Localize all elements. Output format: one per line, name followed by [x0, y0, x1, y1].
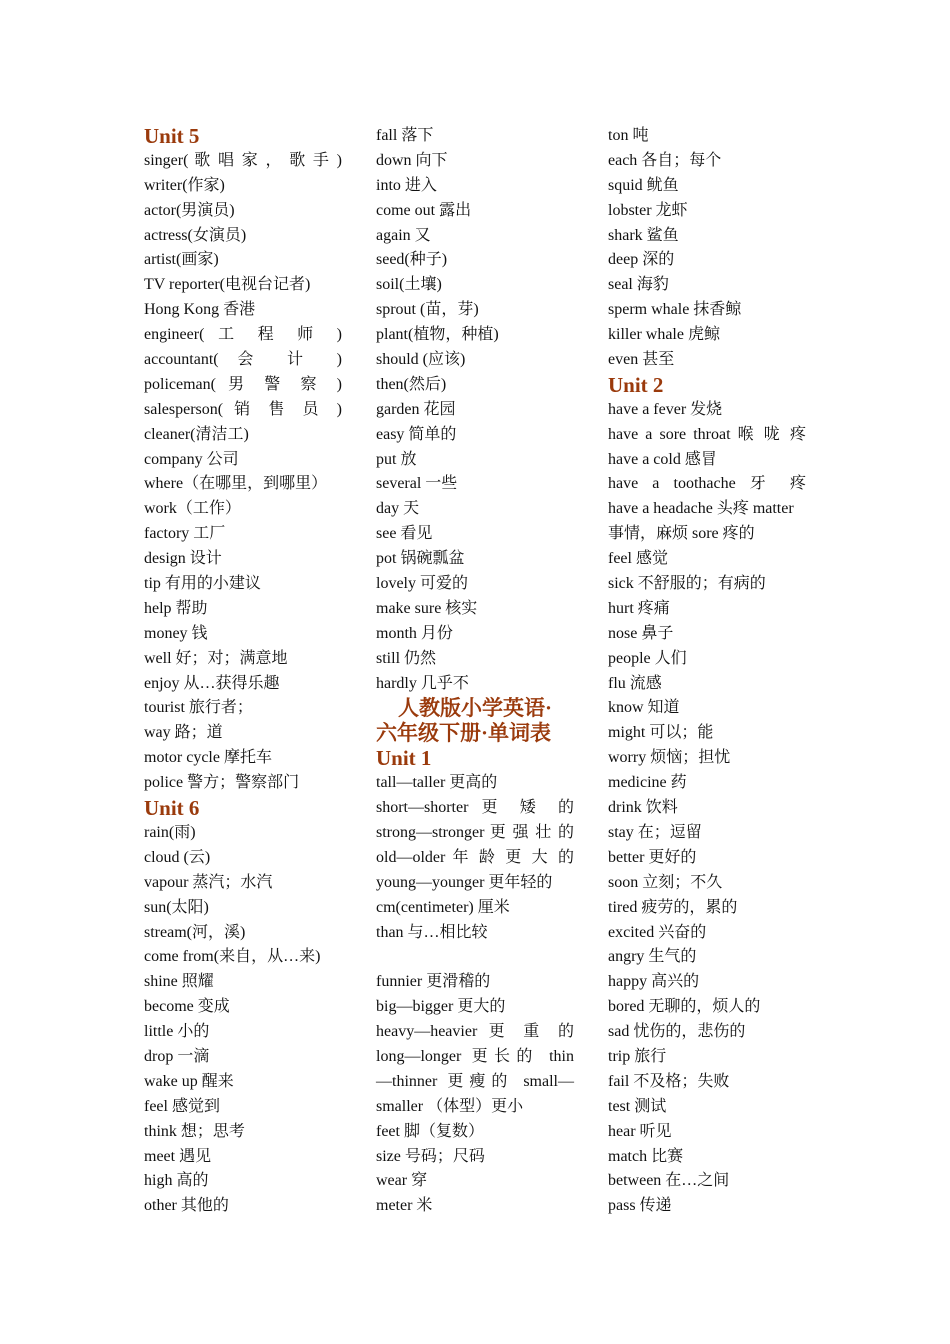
vocab-entry: little 小的: [144, 1023, 210, 1041]
vocab-entry: rain(雨): [144, 823, 196, 841]
vocab-entry: come out 露出: [376, 201, 472, 219]
vocab-entry: pass 传递: [608, 1197, 672, 1215]
vocab-entry: hurt 疼痛: [608, 599, 670, 617]
vocab-entry: bored 无聊的，烦人的: [608, 998, 761, 1016]
vocab-entry: soil(土壤): [376, 276, 442, 294]
vocab-entry: fail 不及格；失败: [608, 1072, 730, 1090]
vocab-entry: meter 米: [376, 1197, 433, 1215]
vocab-entry: smaller （体型）更小: [376, 1097, 524, 1115]
section-heading: Unit 2: [608, 372, 664, 397]
vocab-entry: pot 锅碗瓢盆: [376, 550, 465, 568]
vocab-entry: garden 花园: [376, 400, 456, 418]
vocab-entry: money 钱: [144, 624, 208, 642]
vocab-entry: way 路；道: [144, 724, 223, 742]
vocab-entry: into 进入: [376, 176, 437, 194]
vocab-entry: cloud (云): [144, 848, 211, 866]
vocab-entry: people 人们: [608, 649, 687, 667]
vocab-entry: sad 忧伤的，悲伤的: [608, 1023, 746, 1041]
vocab-entry: heavy—heavier 更 重 的: [376, 1023, 574, 1041]
vocab-entry: put 放: [376, 450, 417, 468]
vocab-entry: match 比赛: [608, 1147, 684, 1165]
vocab-entry: design 设计: [144, 550, 222, 568]
vocab-entry: think 想；思考: [144, 1122, 245, 1140]
vocab-entry: drop 一滴: [144, 1047, 210, 1065]
vocab-entry: feel 感觉: [608, 550, 668, 568]
vocab-entry: police 警方；警察部门: [144, 774, 300, 792]
vocab-entry: angry 生气的: [608, 948, 697, 966]
vocab-entry: ton 吨: [608, 127, 649, 144]
vocab-entry: tourist 旅行者；: [144, 699, 253, 717]
vocab-entry: become 变成: [144, 998, 230, 1016]
vocab-entry: help 帮助: [144, 599, 208, 617]
vocab-entry: well 好；对；满意地: [144, 649, 288, 667]
vocab-entry: meet 遇见: [144, 1147, 212, 1165]
vocab-entry: salesperson( 销 售 员 ): [144, 400, 342, 418]
vocab-entry: other 其他的: [144, 1197, 229, 1215]
vocab-entry: better 更好的: [608, 848, 697, 866]
vocab-entry: feel 感觉到: [144, 1097, 220, 1115]
vocab-entry: old—older 年 龄 更 大 的: [376, 848, 574, 866]
section-heading: Unit 5: [144, 124, 200, 148]
vocab-entry: wear 穿: [376, 1172, 428, 1190]
vocab-entry: test 测试: [608, 1097, 667, 1115]
vocab-entry: nose 鼻子: [608, 624, 674, 642]
vocab-entry: have a cold 感冒: [608, 450, 717, 468]
vocab-entry: make sure 核实: [376, 599, 478, 617]
vocab-entry: enjoy 从…获得乐趣: [144, 674, 280, 692]
vocab-entry: cm(centimeter) 厘米: [376, 898, 510, 916]
vocab-entry: big—bigger 更大的: [376, 998, 506, 1016]
vocab-entry: Hong Kong 香港: [144, 301, 256, 319]
vocab-entry: company 公司: [144, 450, 239, 468]
vocab-entry: see 看见: [376, 525, 433, 543]
vocab-entry: wake up 醒来: [144, 1072, 234, 1090]
vocab-entry: TV reporter(电视台记者): [144, 276, 311, 294]
vocab-entry: work（工作）: [144, 500, 241, 518]
vocab-entry: accountant( 会 计 ): [144, 351, 342, 369]
vocab-entry: trip 旅行: [608, 1047, 667, 1065]
vocab-entry: still 仍然: [376, 649, 437, 667]
vocab-entry: might 可以；能: [608, 724, 714, 742]
vocab-entry: then(然后): [376, 375, 447, 393]
vocab-entry: killer whale 虎鲸: [608, 326, 720, 344]
vocab-column-1: [144, 124, 344, 1219]
vocab-entry: 事情，麻烦 sore 疼的: [608, 525, 755, 543]
vocab-entry: day 天: [376, 500, 420, 518]
vocab-entry: drink 饮料: [608, 799, 678, 817]
vocab-entry: actor(男演员): [144, 201, 235, 219]
vocab-entry: young—younger 更年轻的: [376, 873, 553, 891]
vocab-entry: lovely 可爱的: [376, 575, 468, 593]
vocab-entry: engineer( 工 程 师 ): [144, 326, 342, 344]
vocab-entry: know 知道: [608, 699, 680, 717]
vocab-entry: artist(画家): [144, 251, 219, 269]
vocab-entry: tired 疲劳的，累的: [608, 898, 738, 916]
vocab-entry: writer(作家): [144, 176, 225, 194]
vocab-entry: easy 简单的: [376, 425, 457, 443]
vocab-entry: factory 工厂: [144, 525, 226, 543]
vocab-column-2: [376, 124, 576, 1219]
vocab-entry: vapour 蒸汽；水汽: [144, 873, 273, 891]
vocab-entry: sick 不舒服的；有病的: [608, 575, 766, 593]
vocab-entry: shark 鲨鱼: [608, 226, 679, 244]
vocab-entry: policeman( 男 警 察 ): [144, 375, 342, 393]
vocab-entry: actress(女演员): [144, 226, 247, 244]
vocab-entry: flu 流感: [608, 674, 662, 692]
vocab-entry: tall—taller 更高的: [376, 774, 498, 792]
vocab-entry: worry 烦恼；担忧: [608, 749, 731, 767]
vocab-entry: between 在…之间: [608, 1172, 730, 1190]
vocab-entry: strong—stronger 更 强 壮 的: [376, 823, 574, 841]
vocab-entry: come from(来自，从…来): [144, 948, 321, 966]
vocab-entry: medicine 药: [608, 774, 687, 792]
vocab-entry: short—shorter 更 矮 的: [376, 799, 574, 817]
vocab-entry: have a headache 头疼 matter: [608, 500, 794, 518]
vocab-entry: seed(种子): [376, 251, 448, 269]
vocab-entry: long—longer 更长的 thin: [376, 1047, 574, 1065]
vocab-entry: lobster 龙虾: [608, 201, 688, 219]
vocab-entry: singer( 歌 唱 家 ， 歌 手 ): [144, 151, 342, 169]
vocab-entry: hardly 几乎不: [376, 674, 469, 692]
vocab-entry: even 甚至: [608, 351, 675, 369]
vocab-entry: deep 深的: [608, 251, 675, 269]
vocab-entry: sprout (苗，芽): [376, 301, 479, 319]
vocab-entry: have a sore throat 喉 咙 疼: [608, 425, 806, 443]
vocab-entry: down 向下: [376, 151, 448, 169]
vocab-entry: high 高的: [144, 1172, 209, 1190]
vocab-entry: than 与…相比较: [376, 923, 488, 941]
vocab-entry: have a toothache 牙 疼: [608, 475, 806, 493]
vocab-entry: seal 海豹: [608, 276, 669, 294]
vocab-entry: several 一些: [376, 475, 458, 493]
vocab-entry: happy 高兴的: [608, 973, 700, 991]
vocab-entry: sun(太阳): [144, 898, 209, 916]
vocab-entry: —thinner 更瘦的 small—: [376, 1072, 574, 1090]
section-heading: 六年级下册·单词表: [376, 721, 552, 746]
vocab-entry: plant(植物，种植): [376, 326, 499, 344]
section-heading: Unit 6: [144, 796, 200, 821]
vocab-entry: should (应该): [376, 351, 466, 369]
vocab-entry: funnier 更滑稽的: [376, 973, 491, 991]
vocab-entry: sperm whale 抹香鲸: [608, 301, 742, 319]
vocab-entry: soon 立刻；不久: [608, 873, 723, 891]
vocab-entry: month 月份: [376, 624, 453, 642]
vocab-entry: stream(河，溪): [144, 923, 246, 941]
vocab-entry: motor cycle 摩托车: [144, 749, 272, 767]
blank-line: [376, 945, 576, 970]
vocab-entry: each 各自；每个: [608, 151, 722, 169]
vocab-entry: squid 鱿鱼: [608, 176, 679, 194]
vocab-entry: shine 照耀: [144, 973, 214, 991]
vocab-entry: feet 脚（复数）: [376, 1122, 484, 1140]
vocab-entry: tip 有用的小建议: [144, 575, 261, 593]
vocab-entry: fall 落下: [376, 127, 434, 144]
vocab-entry: size 号码；尺码: [376, 1147, 485, 1165]
vocab-column-3: [608, 124, 808, 1219]
vocab-entry: hear 听见: [608, 1122, 672, 1140]
vocab-entry: excited 兴奋的: [608, 923, 707, 941]
vocab-entry: stay 在；逗留: [608, 823, 702, 841]
vocab-entry: again 又: [376, 226, 431, 244]
section-heading: 人教版小学英语·: [398, 696, 553, 721]
vocab-entry: have a fever 发烧: [608, 400, 723, 418]
vocab-entry: where（在哪里，到哪里）: [144, 475, 328, 493]
vocab-entry: cleaner(清洁工): [144, 425, 249, 443]
section-heading: Unit 1: [376, 746, 432, 771]
